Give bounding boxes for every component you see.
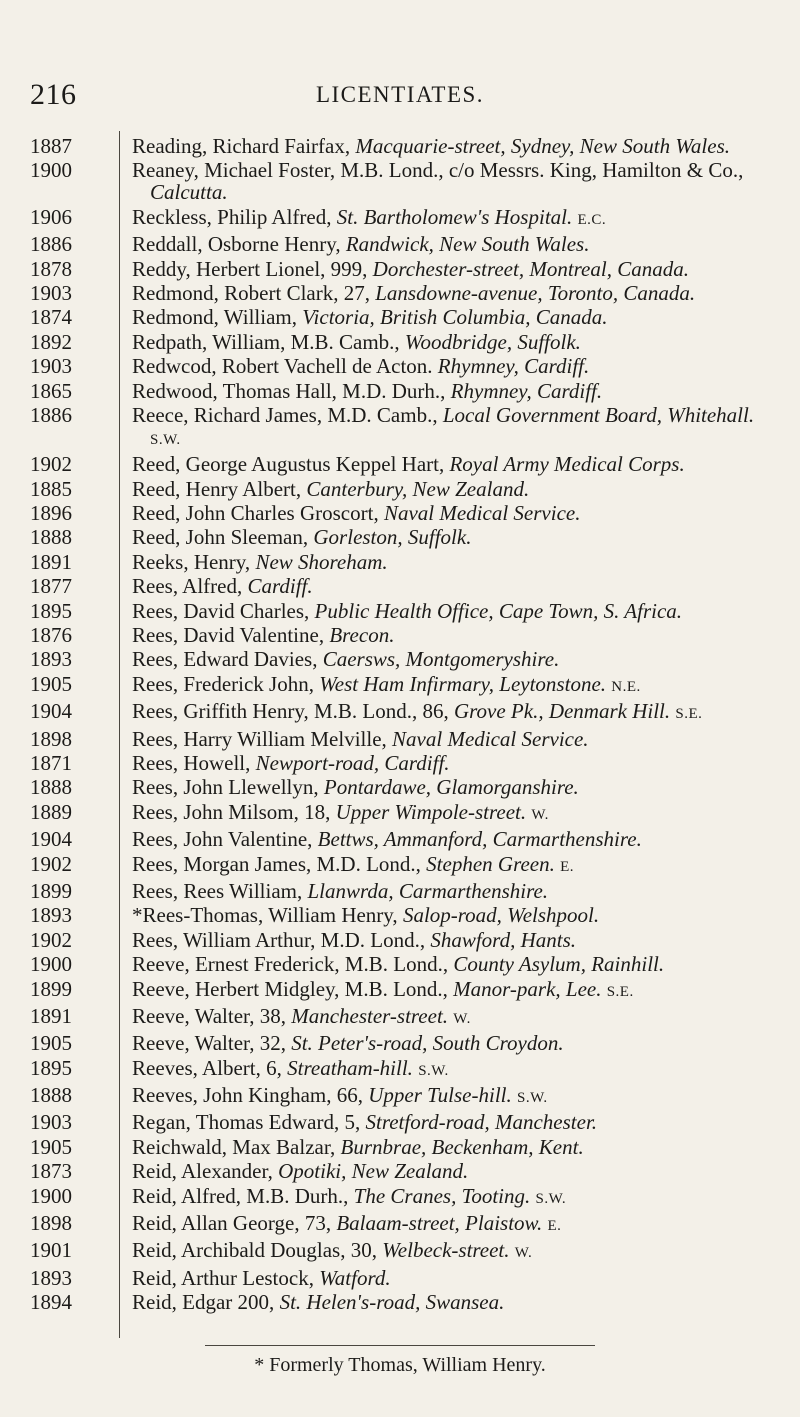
entry-address: Opotiki, New Zealand. xyxy=(278,1159,469,1184)
list-item xyxy=(30,502,770,524)
entry-year: 1878 xyxy=(30,256,72,281)
entry-text xyxy=(132,1084,760,1109)
list-item xyxy=(30,978,770,1003)
entry-address: Dorchester-street, Montreal, Canada. xyxy=(372,256,689,281)
entry-text xyxy=(132,828,760,850)
entry-name: Reeves, Albert, 6, xyxy=(132,1055,288,1080)
entry-text xyxy=(132,880,760,902)
entry-address: Welbeck-street. xyxy=(382,1238,510,1263)
list-item xyxy=(30,453,770,475)
entry-text xyxy=(132,853,760,878)
entry-postal-district: S.E. xyxy=(675,706,703,723)
list-item xyxy=(30,1005,770,1030)
entry-text xyxy=(132,355,760,377)
entry-year: 1893 xyxy=(30,1265,72,1290)
entry-year: 1905 xyxy=(30,1031,72,1056)
entry-year: 1894 xyxy=(30,1290,72,1315)
entry-year: 1874 xyxy=(30,305,72,330)
entry-year: 1871 xyxy=(30,750,72,775)
list-item xyxy=(30,306,770,328)
entry-year: 1896 xyxy=(30,501,72,526)
list-item xyxy=(30,673,770,698)
entry-address: New Shoreham. xyxy=(255,549,388,574)
entry-text xyxy=(132,1212,760,1237)
entry-year: 1900 xyxy=(30,952,72,977)
list-item xyxy=(30,880,770,902)
entry-year: 1886 xyxy=(30,402,72,427)
entry-text xyxy=(132,801,760,826)
entry-address: Local Government Board, Whitehall. xyxy=(442,402,755,427)
list-item xyxy=(30,600,770,622)
entry-postal-district: S.E. xyxy=(606,983,634,1000)
entry-year: 1895 xyxy=(30,1055,72,1080)
list-item xyxy=(30,355,770,377)
entry-address: County Asylum, Rainhill. xyxy=(453,952,665,977)
entry-postal-district: W. xyxy=(531,806,549,823)
entry-postal-district: W. xyxy=(453,1010,471,1027)
entry-name: Rees, Howell, xyxy=(132,750,256,775)
entry-address: Public Health Office, Cape Town, S. Africa. xyxy=(314,598,683,623)
entry-name: Reid, Alfred, M.B. Durh., xyxy=(132,1183,354,1208)
entry-address: Woodbridge, Suffolk. xyxy=(404,329,581,354)
entry-text xyxy=(132,1239,760,1264)
entry-address: Llanwrda, Carmarthenshire. xyxy=(307,878,549,903)
list-item xyxy=(30,953,770,975)
entry-text xyxy=(132,776,760,798)
list-item xyxy=(30,1239,770,1264)
entry-text xyxy=(132,600,760,622)
entry-year: 1903 xyxy=(30,1110,72,1135)
entry-name: Rees, David Valentine, xyxy=(132,623,330,648)
list-item xyxy=(30,206,770,231)
entry-year: 1904 xyxy=(30,699,72,724)
entry-name: Reeks, Henry, xyxy=(132,549,256,574)
footnote-rule xyxy=(205,1345,595,1346)
entry-text xyxy=(132,929,760,951)
entry-name: Redmond, William, xyxy=(132,305,303,330)
entry-postal-district: S.W. xyxy=(418,1062,449,1079)
entry-postal-district: N.E. xyxy=(611,678,641,695)
entry-name: Rees, William Arthur, M.D. Lond., xyxy=(132,927,431,952)
entry-year: 1888 xyxy=(30,775,72,800)
entry-postal-district: E.C. xyxy=(577,211,607,228)
entry-postal-district: S.W. xyxy=(150,431,181,448)
list-item xyxy=(30,282,770,304)
entry-postal-district: W. xyxy=(514,1245,533,1262)
entry-year: 1888 xyxy=(30,1083,72,1108)
entry-address: Watford. xyxy=(319,1265,391,1290)
entry-name: Rees, Rees William, xyxy=(132,878,308,903)
entry-text xyxy=(132,648,760,670)
entry-name: Reece, Richard James, M.D. Camb., xyxy=(132,402,443,427)
entry-text xyxy=(132,551,760,573)
entry-text xyxy=(132,953,760,975)
entry-text xyxy=(132,159,760,203)
entry-name: Reddy, Herbert Lionel, 999, xyxy=(132,256,373,281)
entry-address: Manor-park, Lee. xyxy=(453,976,602,1001)
list-item xyxy=(30,853,770,878)
list-item xyxy=(30,159,770,203)
entry-name: Rees, David Charles, xyxy=(132,598,315,623)
entry-text xyxy=(132,624,760,646)
entry-address: St. Helen's-road, Swansea. xyxy=(279,1290,505,1315)
entry-year: 1900 xyxy=(30,158,72,183)
entry-text xyxy=(132,904,760,926)
entry-text xyxy=(132,135,760,157)
entry-text xyxy=(132,1267,760,1289)
entry-name: Reeve, Walter, 38, xyxy=(132,1003,292,1028)
entry-year: 1877 xyxy=(30,574,72,599)
entry-postal-district: E. xyxy=(547,1218,562,1235)
entry-text xyxy=(132,575,760,597)
entry-year: 1889 xyxy=(30,799,72,824)
entry-name: Redmond, Robert Clark, 27, xyxy=(132,280,376,305)
list-item xyxy=(30,1084,770,1109)
list-item xyxy=(30,478,770,500)
entry-name: Reeves, John Kingham, 66, xyxy=(132,1083,369,1108)
entry-year: 1876 xyxy=(30,623,72,648)
list-item xyxy=(30,575,770,597)
entry-text xyxy=(132,478,760,500)
entry-address: Manchester-street. xyxy=(291,1003,449,1028)
entry-address: Rhymney, Cardiff. xyxy=(450,378,603,403)
entry-text xyxy=(132,728,760,750)
entry-year: 1898 xyxy=(30,726,72,751)
entry-year: 1892 xyxy=(30,329,72,354)
entry-text xyxy=(132,1291,760,1313)
entry-name: Reed, John Charles Groscort, xyxy=(132,501,384,526)
entry-name: Regan, Thomas Edward, 5, xyxy=(132,1110,366,1135)
entry-name: Reed, John Sleeman, xyxy=(132,525,314,550)
list-item xyxy=(30,776,770,798)
entry-name: Rees, Morgan James, M.D. Lond., xyxy=(132,851,427,876)
entry-name: Reid, Edgar 200, xyxy=(132,1290,280,1315)
entry-year: 1865 xyxy=(30,378,72,403)
entry-text xyxy=(132,331,760,353)
entry-year: 1887 xyxy=(30,134,72,158)
entry-name: Reed, George Augustus Keppel Hart, xyxy=(132,452,450,477)
list-item xyxy=(30,1212,770,1237)
entry-year: 1886 xyxy=(30,232,72,257)
entry-year: 1903 xyxy=(30,354,72,379)
entry-name: Rees, Frederick John, xyxy=(132,671,320,696)
running-head: LICENTIATES. xyxy=(315,82,485,107)
entry-name: Redwcod, Robert Vachell de Acton. xyxy=(132,354,438,379)
entry-name: Reeve, Herbert Midgley, M.B. Lond., xyxy=(132,976,454,1001)
list-item xyxy=(30,233,770,255)
entry-year: 1873 xyxy=(30,1159,72,1184)
entry-year: 1893 xyxy=(30,647,72,672)
entry-address: Royal Army Medical Corps. xyxy=(449,452,685,477)
entry-text xyxy=(132,700,760,725)
list-item xyxy=(30,624,770,646)
entry-address: Naval Medical Service. xyxy=(392,726,589,751)
entry-name: Reid, Alexander, xyxy=(132,1159,279,1184)
list-item xyxy=(30,1185,770,1210)
list-item xyxy=(30,135,770,157)
page-number: 216 xyxy=(30,78,77,111)
entry-year: 1885 xyxy=(30,476,72,501)
entry-address: Lansdowne-avenue, Toronto, Canada. xyxy=(375,280,696,305)
list-item xyxy=(30,1111,770,1133)
entry-address: Canterbury, New Zealand. xyxy=(306,476,530,501)
entry-text xyxy=(132,306,760,328)
entry-name: Redpath, William, M.B. Camb., xyxy=(132,329,405,354)
list-item xyxy=(30,728,770,750)
entry-address: Brecon. xyxy=(329,623,395,648)
list-item xyxy=(30,700,770,725)
list-item xyxy=(30,551,770,573)
entry-address: Streatham-hill. xyxy=(287,1055,413,1080)
entry-name: Rees, John Llewellyn, xyxy=(132,775,324,800)
entry-year: 1902 xyxy=(30,927,72,952)
entry-address: Macquarie-street, Sydney, New South Wales. xyxy=(355,134,730,158)
entry-name: Redwood, Thomas Hall, M.D. Durh., xyxy=(132,378,451,403)
list-item xyxy=(30,648,770,670)
list-item xyxy=(30,1291,770,1313)
list-item xyxy=(30,1136,770,1158)
entry-year: 1895 xyxy=(30,598,72,623)
entry-address: Pontardawe, Glamorganshire. xyxy=(323,775,579,800)
entry-address: Rhymney, Cardiff. xyxy=(437,354,590,379)
entry-address: St. Bartholomew's Hospital. xyxy=(336,204,573,229)
entry-name: Reading, Richard Fairfax, xyxy=(132,134,356,158)
entry-address: Naval Medical Service. xyxy=(383,501,581,526)
entry-address: Bettws, Ammanford, Carmarthenshire. xyxy=(317,827,642,852)
list-item xyxy=(30,1160,770,1182)
entry-text xyxy=(132,404,760,451)
list-item xyxy=(30,258,770,280)
entry-name: Reddall, Osborne Henry, xyxy=(132,232,346,257)
entry-name: Reaney, Michael Foster, M.B. Lond., c/o Messrs. King, Hamilton & Co., xyxy=(132,158,744,183)
entry-name: Reichwald, Max Balzar, xyxy=(132,1134,341,1159)
entry-year: 1893 xyxy=(30,903,72,928)
licentiates-list xyxy=(30,135,770,1316)
entry-text xyxy=(132,258,760,280)
entry-address: Shawford, Hants. xyxy=(430,927,576,952)
entry-address: Newport-road, Cardiff. xyxy=(255,750,450,775)
entry-name: Rees, Harry William Melville, xyxy=(132,726,393,751)
entry-text xyxy=(132,526,760,548)
entry-name: Rees, Edward Davies, xyxy=(132,647,323,672)
entry-year: 1888 xyxy=(30,525,72,550)
entry-name: Rees, Alfred, xyxy=(132,574,248,599)
entry-postal-district: S.W. xyxy=(517,1090,548,1107)
entry-address: Cardiff. xyxy=(247,574,313,599)
entry-year: 1902 xyxy=(30,452,72,477)
entry-address: Upper Wimpole-street. xyxy=(335,799,527,824)
entry-address: Grove Pk., Denmark Hill. xyxy=(453,699,671,724)
entry-name: *Rees-Thomas, William Henry, xyxy=(132,903,403,928)
entry-text xyxy=(132,380,760,402)
entry-address: Caersws, Montgomeryshire. xyxy=(322,647,560,672)
entry-name: Reeve, Walter, 32, xyxy=(132,1031,292,1056)
entry-name: Reed, Henry Albert, xyxy=(132,476,307,501)
list-item xyxy=(30,526,770,548)
entry-text xyxy=(132,1136,760,1158)
entry-postal-district: S.W. xyxy=(535,1190,567,1207)
entry-address: Stephen Green. xyxy=(426,851,555,876)
entry-name: Reid, Arthur Lestock, xyxy=(132,1265,320,1290)
entry-text xyxy=(132,1111,760,1133)
page-header xyxy=(30,78,770,110)
entry-year: 1905 xyxy=(30,1134,72,1159)
entry-name: Rees, Griffith Henry, M.B. Lond., 86, xyxy=(132,699,454,724)
list-item xyxy=(30,752,770,774)
entry-address: St. Peter's-road, South Croydon. xyxy=(291,1031,564,1056)
entry-address: Burnbrae, Beckenham, Kent. xyxy=(340,1134,584,1159)
entry-text xyxy=(132,1057,760,1082)
entry-year: 1899 xyxy=(30,878,72,903)
entry-year: 1898 xyxy=(30,1211,72,1236)
entry-text xyxy=(132,673,760,698)
entry-address: Upper Tulse-hill. xyxy=(368,1083,512,1108)
entry-address: West Ham Infirmary, Leytonstone. xyxy=(319,671,607,696)
list-item xyxy=(30,1057,770,1082)
entry-name: Rees, John Valentine, xyxy=(132,827,318,852)
entry-year: 1899 xyxy=(30,976,72,1001)
entry-text xyxy=(132,282,760,304)
entry-address: Randwick, New South Wales. xyxy=(345,232,590,257)
entry-address: Stretford-road, Manchester. xyxy=(365,1110,598,1135)
entry-text xyxy=(132,978,760,1003)
entry-year: 1906 xyxy=(30,204,72,229)
entry-year: 1901 xyxy=(30,1238,72,1263)
entry-address: The Cranes, Tooting. xyxy=(353,1183,531,1208)
entry-name: Reid, Archibald Douglas, 30, xyxy=(132,1238,383,1263)
entry-name: Rees, John Milsom, 18, xyxy=(132,799,336,824)
entry-text xyxy=(132,206,760,231)
entry-year: 1905 xyxy=(30,671,72,696)
entry-address: Gorleston, Suffolk. xyxy=(313,525,472,550)
list-item xyxy=(30,801,770,826)
entry-text xyxy=(132,502,760,524)
entry-address: Calcutta. xyxy=(150,180,228,205)
entry-year: 1902 xyxy=(30,851,72,876)
entry-year: 1891 xyxy=(30,549,72,574)
entry-name: Reid, Allan George, 73, xyxy=(132,1211,337,1236)
list-item xyxy=(30,331,770,353)
entry-text xyxy=(132,1005,760,1030)
entry-text xyxy=(132,453,760,475)
entry-year: 1891 xyxy=(30,1003,72,1028)
list-item xyxy=(30,404,770,451)
entry-year: 1900 xyxy=(30,1183,72,1208)
entry-name: Reckless, Philip Alfred, xyxy=(132,204,337,229)
list-item xyxy=(30,380,770,402)
entry-text xyxy=(132,752,760,774)
entry-text xyxy=(132,1160,760,1182)
entry-postal-district: E. xyxy=(560,858,575,875)
entry-year: 1904 xyxy=(30,827,72,852)
entry-address: Salop-road, Welshpool. xyxy=(402,903,600,928)
entry-name: Reeve, Ernest Frederick, M.B. Lond., xyxy=(132,952,454,977)
entry-text xyxy=(132,1185,760,1210)
list-item xyxy=(30,1032,770,1054)
entry-address: Balaam-street, Plaistow. xyxy=(336,1211,543,1236)
entry-address: Victoria, British Columbia, Canada. xyxy=(302,305,608,330)
footnote: * Formerly Thomas, William Henry. xyxy=(254,1354,546,1376)
list-item xyxy=(30,828,770,850)
list-item xyxy=(30,1267,770,1289)
list-item xyxy=(30,904,770,926)
entry-year: 1903 xyxy=(30,280,72,305)
entry-text xyxy=(132,233,760,255)
entry-text xyxy=(132,1032,760,1054)
list-item xyxy=(30,929,770,951)
